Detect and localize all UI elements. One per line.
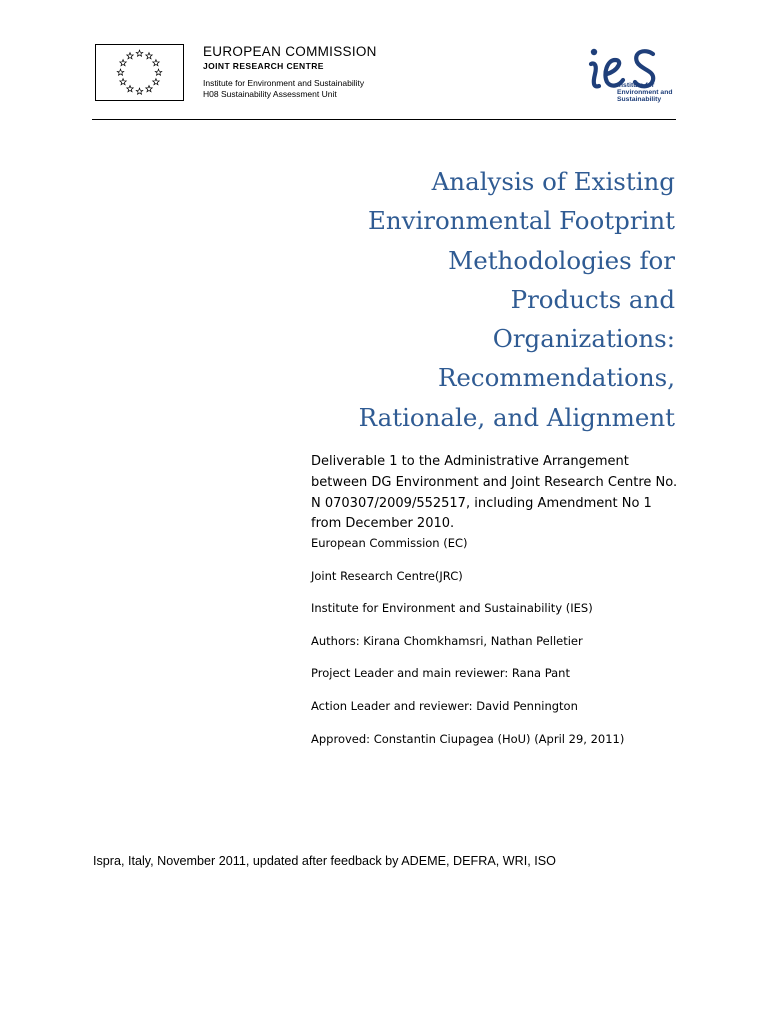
title-line: Environmental Footprint [367,206,675,236]
eu-star [153,79,159,85]
eu-star [120,60,126,66]
eu-star [146,53,152,59]
eu-star [117,69,123,75]
ies-logo [583,40,675,106]
org-institute: Institute for Environment and Sustainability [203,78,365,88]
eu-star [146,86,152,92]
meta-project-leader: Project Leader and main reviewer: Rana Pant [311,666,570,681]
meta-institute: Institute for Environment and Sustainability (IES) [311,601,593,616]
ies-logo-icon [583,40,675,106]
title-line: Organizations: [492,324,675,354]
meta-centre: Joint Research Centre(JRC) [311,568,463,583]
eu-star [127,53,133,59]
eu-star [153,60,159,66]
title-line: Methodologies for [448,245,675,275]
document-metadata [311,536,691,764]
ies-caption-line-2: Environment and [617,89,673,96]
org-centre: JOINT RESEARCH CENTRE [203,61,324,71]
ies-caption-line-1: Institute for [617,82,655,89]
title-line: Products and [510,284,675,314]
header-divider [92,119,676,120]
ies-caption-line-3: Sustainability [617,96,662,103]
org-unit: H08 Sustainability Assessment Unit [203,89,337,99]
eu-star [120,79,126,85]
meta-action-leader: Action Leader and reviewer: David Pennington [311,698,578,713]
title-line: Recommendations, [437,363,675,393]
eu-star [127,86,133,92]
eu-star [136,50,142,56]
organisation-header [203,44,463,100]
title-line: Analysis of Existing [431,167,675,196]
meta-organisation: European Commission (EC) [311,536,468,550]
deliverable-statement: Deliverable 1 to the Administrative Arrangement between DG Environment and Joint Research Centre No. N 070307/2009/552517, including Amendment No 1 from December 2010. [311,454,678,532]
title-line: Rationale, and Alignment [358,402,675,432]
org-name: EUROPEAN COMMISSION [203,44,377,59]
eu-flag-stars-icon [96,45,183,100]
meta-authors: Authors: Kirana Chomkhamsri, Nathan Pelletier [311,633,583,648]
eu-star [136,88,142,94]
meta-approved: Approved: Constantin Ciupagea (HoU) (April 29, 2011) [311,731,625,746]
place-date-note: Ispra, Italy, November 2011, updated after feedback by ADEME, DEFRA, WRI, ISO [93,854,556,868]
document-title [295,162,675,437]
eu-star [155,69,161,75]
eu-flag-logo [95,44,184,101]
